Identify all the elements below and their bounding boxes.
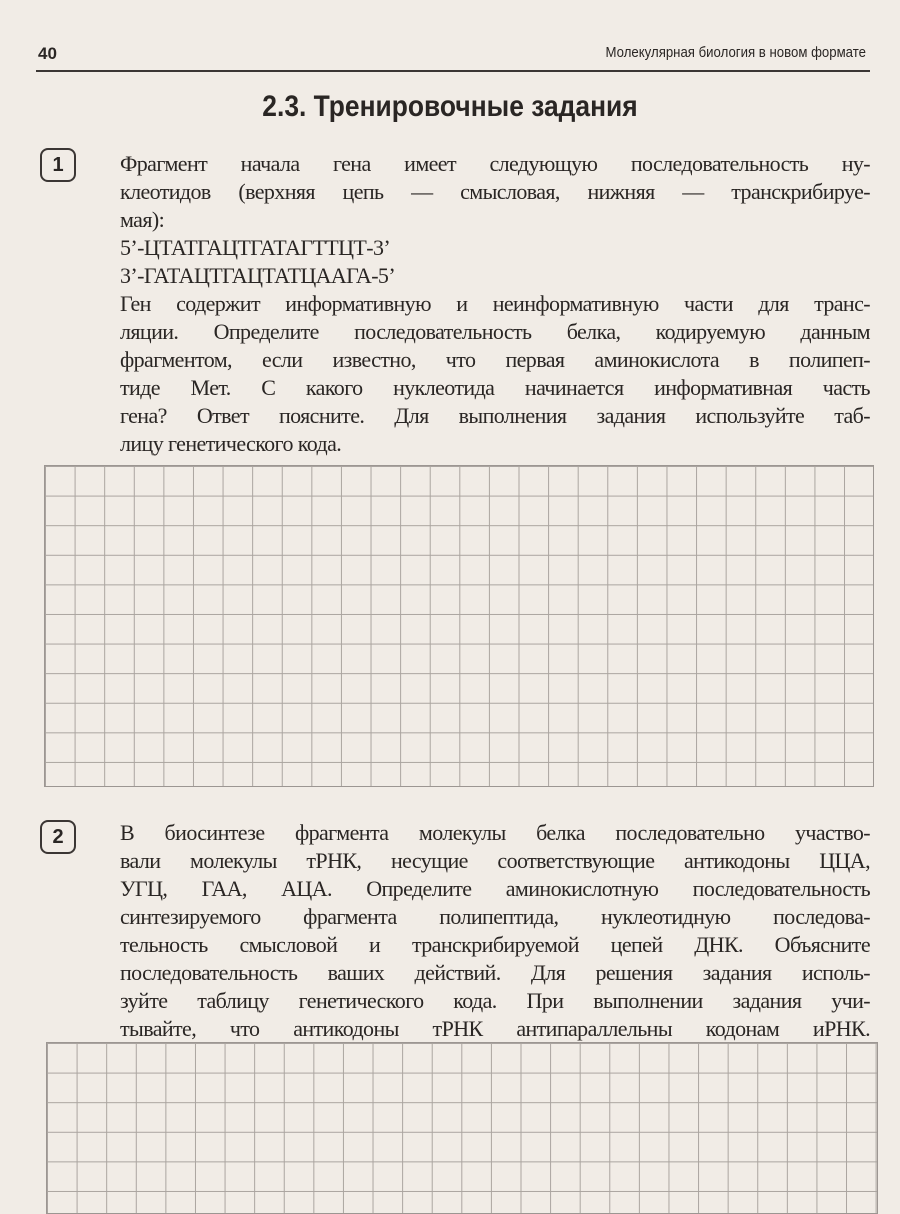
text-line: гена? Ответ поясните. Для выполнения задания используйте таб- — [120, 403, 870, 428]
text-line: тельность смысловой и транскрибируемой цепей ДНК. Объясните — [120, 932, 870, 957]
text-line: Ген содержит информативную и неинформативную части для транс- — [120, 291, 870, 316]
task-2-number: 2 — [40, 820, 76, 854]
text-line: тиде Мет. С какого нуклеотида начинается информативная часть — [120, 375, 870, 400]
answer-grid-1[interactable] — [44, 465, 874, 787]
section-title: 2.3. Тренировочные задания — [262, 90, 638, 123]
page-number: 40 — [38, 44, 57, 63]
task-1-number: 1 — [40, 148, 76, 182]
text-line: синтезируемого фрагмента полипептида, нуклеотидную последова- — [120, 904, 870, 929]
task-2-text — [120, 819, 870, 1043]
answer-grid-2[interactable] — [46, 1042, 878, 1214]
text-line: УГЦ, ГАА, АЦА. Определите аминокислотную последовательность — [120, 876, 870, 901]
text-line: последовательность ваших действий. Для решения задания исполь- — [120, 960, 870, 985]
text-line: 3’-ГАТАЦТГАЦТАТЦААГА-5’ — [120, 263, 396, 288]
text-line: Фрагмент начала гена имеет следующую последовательность ну- — [120, 151, 870, 176]
text-line: мая): — [120, 207, 165, 232]
text-line: зуйте таблицу генетического кода. При выполнении задания учи- — [120, 988, 870, 1013]
text-line: клеотидов (верхняя цепь — смысловая, нижняя — транскрибируе- — [120, 179, 870, 204]
task-1-text — [120, 150, 870, 458]
text-line: 5’-ЦТАТГАЦТГАТАГТТЦТ-3’ — [120, 235, 391, 260]
header-rule — [36, 70, 870, 72]
text-line: вали молекулы тРНК, несущие соответствующие антикодоны ЦЦА, — [120, 848, 870, 873]
running-title: Молекулярная биология в новом формате — [605, 44, 866, 61]
text-line: лицу генетического кода. — [120, 431, 342, 456]
text-line: ляции. Определите последовательность белка, кодируемую данным — [120, 319, 870, 344]
text-line: В биосинтезе фрагмента молекулы белка последовательно участво- — [120, 820, 870, 845]
text-line: тывайте, что антикодоны тРНК антипараллельны кодонам иРНК. — [120, 1016, 870, 1041]
text-line: фрагментом, если известно, что первая аминокислота в полипеп- — [120, 347, 870, 372]
